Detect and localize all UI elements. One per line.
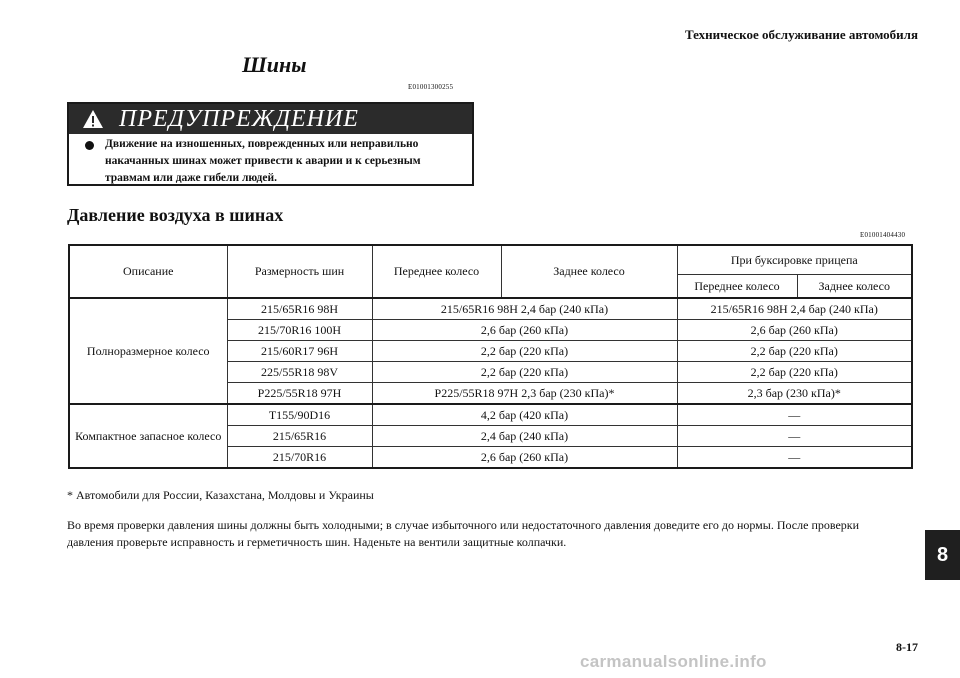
pressure-cell: 4,2 бар (420 кПа) bbox=[372, 404, 677, 426]
note-paragraph: Во время проверки давления шины должны быть холодными; в случае избыточного или недостаточного давления доведите его до нормы. После проверки давления проверьте исправность и герметичность шин. Наденьте на вентили защитные колпачки. bbox=[67, 518, 860, 549]
page-number: 8-17 bbox=[896, 640, 918, 654]
pressure-cell: 2,6 бар (260 кПа) bbox=[372, 447, 677, 469]
header-description: Описание bbox=[69, 245, 227, 298]
warning-title: ПРЕДУПРЕЖДЕНИЕ bbox=[119, 106, 359, 132]
running-header: Техническое обслуживание автомобиля bbox=[684, 27, 918, 42]
pressure-cell: 2,2 бар (220 кПа) bbox=[372, 362, 677, 383]
pressure-cell: P225/55R18 97H 2,3 бар (230 кПа)* bbox=[372, 383, 677, 405]
tire-size-cell: T155/90D16 bbox=[227, 404, 372, 426]
tow-pressure-cell: 215/65R16 98H 2,4 бар (240 кПа) bbox=[677, 298, 912, 320]
tire-size-cell: 215/65R16 bbox=[227, 426, 372, 447]
tire-pressure-table bbox=[68, 244, 913, 469]
header-front-wheel: Переднее колесо bbox=[372, 245, 501, 298]
subsection-title: Давление воздуха в шинах bbox=[67, 205, 284, 225]
warning-box bbox=[67, 102, 474, 186]
tire-size-cell: 215/70R16 bbox=[227, 447, 372, 469]
header-tow-rear-wheel: Заднее колесо bbox=[797, 275, 912, 299]
header-tow-front-wheel: Переднее колесо bbox=[677, 275, 797, 299]
tow-pressure-cell: 2,2 бар (220 кПа) bbox=[677, 362, 912, 383]
table-row bbox=[69, 404, 912, 426]
tow-pressure-cell: — bbox=[677, 447, 912, 469]
footnote: * Автомобили для России, Казахстана, Молдовы и Украины bbox=[67, 488, 374, 502]
pressure-cell: 2,6 бар (260 кПа) bbox=[372, 320, 677, 341]
tire-size-cell: 215/60R17 96H bbox=[227, 341, 372, 362]
tire-size-cell: 225/55R18 98V bbox=[227, 362, 372, 383]
tow-pressure-cell: — bbox=[677, 404, 912, 426]
warning-triangle-icon bbox=[82, 109, 104, 129]
row-group-label: Компактное запасное колесо bbox=[69, 404, 227, 468]
tow-pressure-cell: 2,6 бар (260 кПа) bbox=[677, 320, 912, 341]
tire-size-cell: P225/55R18 97H bbox=[227, 383, 372, 405]
header-towing: При буксировке прицепа bbox=[677, 245, 912, 275]
section-title: Шины bbox=[242, 52, 307, 77]
bullet-icon bbox=[85, 141, 94, 150]
pressure-cell: 215/65R16 98H 2,4 бар (240 кПа) bbox=[372, 298, 677, 320]
pressure-cell: 2,4 бар (240 кПа) bbox=[372, 426, 677, 447]
header-rear-wheel: Заднее колесо bbox=[501, 245, 677, 298]
subsection-code: E01001404430 bbox=[860, 231, 906, 239]
pressure-cell: 2,2 бар (220 кПа) bbox=[372, 341, 677, 362]
warning-header bbox=[69, 104, 472, 134]
row-group-label: Полноразмерное колесо bbox=[69, 298, 227, 404]
watermark: carmanualsonline.info bbox=[580, 652, 767, 671]
tire-size-cell: 215/70R16 100H bbox=[227, 320, 372, 341]
header-tire-size: Размерность шин bbox=[227, 245, 372, 298]
warning-text: Движение на изношенных, поврежденных или неправильно накачанных шинах может привести к аварии и к серьезным травмам или даже гибели людей. bbox=[105, 138, 421, 184]
section-code: E01001300255 bbox=[408, 83, 454, 91]
tow-pressure-cell: — bbox=[677, 426, 912, 447]
chapter-tab: 8 bbox=[925, 530, 960, 580]
tow-pressure-cell: 2,3 бар (230 кПа)* bbox=[677, 383, 912, 405]
table-row bbox=[69, 298, 912, 320]
tire-size-cell: 215/65R16 98H bbox=[227, 298, 372, 320]
tow-pressure-cell: 2,2 бар (220 кПа) bbox=[677, 341, 912, 362]
